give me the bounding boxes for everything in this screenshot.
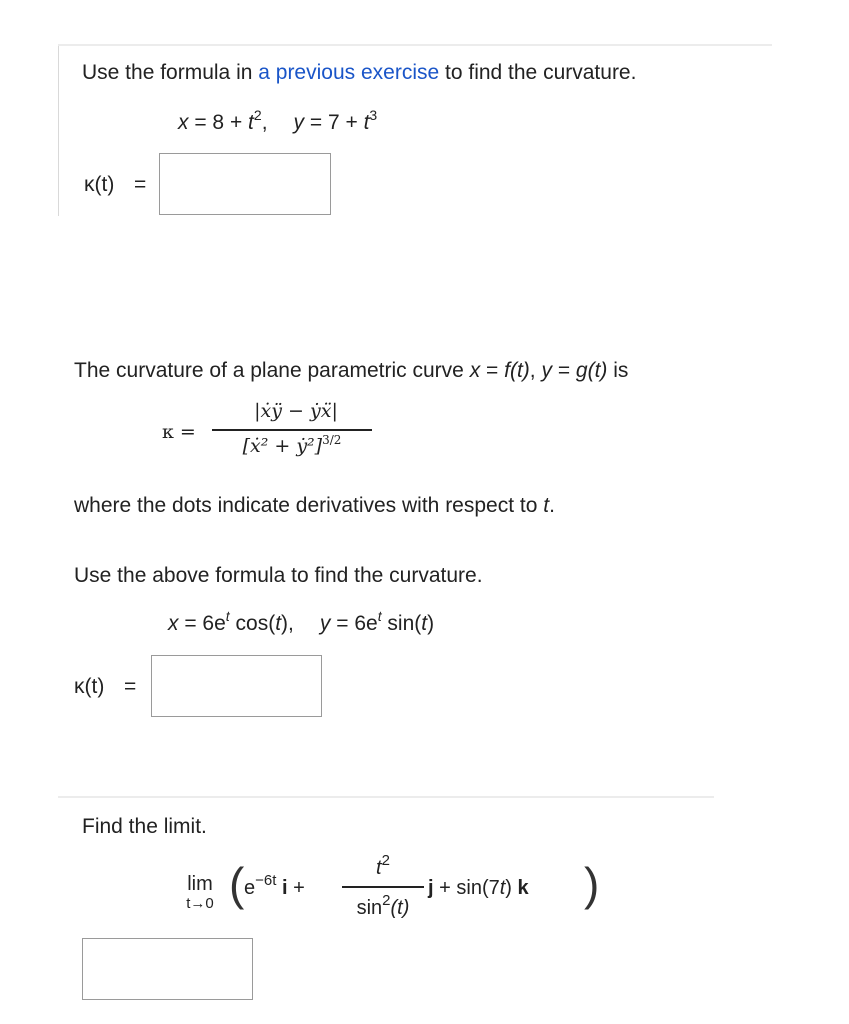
- previous-exercise-link[interactable]: a previous exercise: [258, 61, 440, 84]
- comma: ,: [288, 612, 294, 635]
- plus-sign: +: [439, 877, 451, 899]
- period: .: [549, 494, 555, 517]
- x-rhs: = 6e: [178, 612, 226, 635]
- top-divider: [58, 44, 772, 46]
- kappa-equals: κ =: [162, 421, 196, 443]
- kappa-label: κ(t): [84, 173, 115, 196]
- problem3-divider: [58, 796, 714, 798]
- problem3-prompt: [82, 814, 207, 840]
- problem2-instruction: [74, 563, 483, 589]
- lim-text: lim: [187, 873, 213, 895]
- den-exponent: 2: [382, 892, 391, 909]
- intro-text: The curvature of a plane parametric curve: [74, 359, 470, 382]
- var-t: t: [421, 612, 428, 635]
- problem2-answer-input[interactable]: [151, 655, 322, 717]
- denominator-exponent: 3/2: [322, 433, 342, 447]
- sin-close: ): [505, 877, 512, 899]
- close-paren: ): [584, 858, 600, 910]
- sin-func: sin(: [381, 612, 422, 635]
- sin-part: sin(7: [456, 877, 500, 899]
- g-of-t: g(t): [575, 359, 608, 382]
- var-x: x: [178, 111, 189, 134]
- x-rhs: = 8 +: [188, 111, 249, 134]
- var-t: t: [543, 494, 550, 517]
- comma: ,: [261, 111, 268, 134]
- kappa-label: κ(t): [74, 675, 105, 698]
- limit-fraction-denominator: [338, 892, 428, 920]
- problem1-equation: [178, 107, 378, 136]
- lim-subscript: t→0: [186, 895, 214, 912]
- prompt-text: Find the limit.: [82, 815, 207, 838]
- exponent-t: t: [225, 608, 230, 624]
- problem2-intro: [74, 358, 628, 384]
- formula-fraction-bar: [212, 429, 372, 431]
- num-exponent: 2: [381, 852, 390, 869]
- var-x: x: [168, 612, 179, 635]
- formula-numerator: [220, 399, 372, 423]
- den-arg: (t): [390, 897, 410, 919]
- var-y: y: [319, 612, 331, 635]
- var-x: x: [469, 359, 481, 382]
- comma: ,: [529, 359, 536, 382]
- limit-fraction-numerator: [342, 852, 424, 880]
- plus-sign: +: [293, 877, 305, 899]
- problem2-equation: [168, 608, 435, 637]
- numerator-text: |ẋÿ − ẏẍ|: [254, 400, 338, 422]
- problem1-answer-input[interactable]: [159, 153, 331, 215]
- unit-vector-j: j: [428, 877, 434, 899]
- problem1-prompt-after: to find the curvature.: [439, 61, 637, 84]
- problem1-answer-label: [84, 172, 146, 198]
- limit-operator: [176, 873, 224, 913]
- exponent-2: 2: [253, 107, 262, 123]
- y-rhs: = 6e: [330, 612, 378, 635]
- equals: =: [480, 359, 505, 382]
- problem1-left-border: [58, 46, 59, 216]
- cos-func: cos(: [229, 612, 276, 635]
- unit-vector-k: k: [517, 877, 529, 899]
- var-y: y: [293, 111, 305, 134]
- e-base: e: [244, 877, 256, 899]
- open-paren: (: [229, 858, 245, 910]
- var-t: t: [248, 111, 254, 134]
- equals-sign: =: [134, 173, 147, 196]
- dots-note: [74, 493, 555, 519]
- e-exponent: −6t: [255, 872, 277, 889]
- is-word: is: [607, 359, 629, 382]
- unit-vector-i: i: [281, 877, 288, 899]
- equals-sign: =: [124, 675, 137, 698]
- instruction-text: Use the above formula to find the curvature.: [74, 564, 483, 587]
- limit-exp-term: [244, 872, 305, 900]
- dots-note-text: where the dots indicate derivatives with respect to: [74, 494, 544, 517]
- denominator-text: [ẋ² + ẏ²]: [242, 435, 323, 457]
- problem2-answer-label: [74, 674, 136, 700]
- problem3-answer-input[interactable]: [82, 938, 253, 1000]
- var-t: t: [499, 877, 506, 899]
- den-sin: sin: [356, 897, 383, 919]
- num-t: t: [376, 857, 382, 879]
- limit-fraction-bar: [342, 886, 424, 888]
- limit-rest-term: [428, 876, 529, 900]
- problem1-prompt: [82, 60, 636, 86]
- right-big-paren: [584, 858, 600, 910]
- left-big-paren: [229, 858, 245, 910]
- close-paren: ): [427, 612, 435, 635]
- problem1-prompt-before: Use the formula in: [82, 61, 259, 84]
- formula-denominator: [212, 434, 372, 458]
- exponent-3: 3: [369, 107, 378, 123]
- close-paren: ): [281, 612, 289, 635]
- equals: =: [551, 359, 576, 382]
- var-y: y: [541, 359, 552, 382]
- y-rhs: = 7 +: [304, 111, 364, 134]
- f-of-t: f(t): [504, 359, 530, 382]
- var-t: t: [363, 111, 370, 134]
- exponent-t: t: [377, 608, 382, 624]
- kappa-symbol: [162, 420, 196, 444]
- var-t: t: [275, 612, 282, 635]
